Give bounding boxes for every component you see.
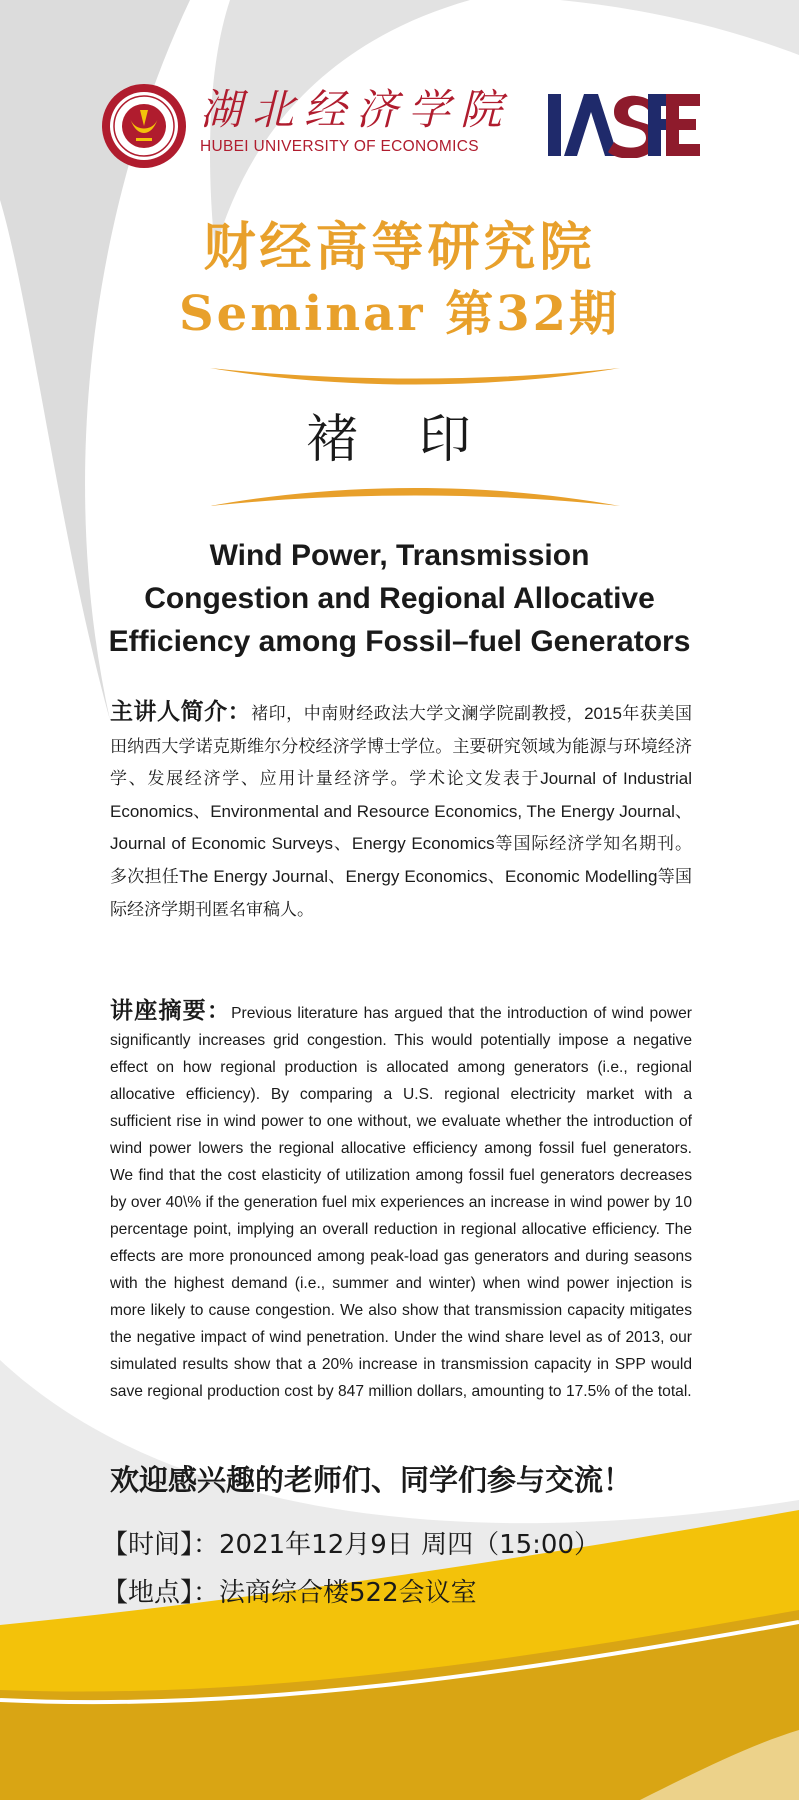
talk-title-line-2: Congestion and Regional Allocative xyxy=(144,582,655,615)
institute-title: 财经高等研究院 xyxy=(203,217,596,278)
seminar-number: Seminar 第32期 xyxy=(178,286,621,342)
talk-abstract xyxy=(110,998,692,1405)
iasfe-logo xyxy=(548,94,700,158)
university-name-english: HUBEI UNIVERSITY OF ECONOMICS xyxy=(200,138,479,155)
place-label: 【地点】： xyxy=(102,1578,220,1608)
abstract-label: 讲座摘要： xyxy=(110,998,232,1024)
time-value: 2021年12月9日 周四（15:00） xyxy=(219,1530,601,1560)
university-name-chinese: 湖北经济学院 xyxy=(200,85,513,134)
talk-title-line-1: Wind Power, Transmission xyxy=(209,539,590,572)
talk-title xyxy=(40,534,759,663)
decorative-arc-top xyxy=(210,362,620,390)
university-seal-logo xyxy=(100,82,188,170)
bio-label: 主讲人简介： xyxy=(110,699,252,725)
decorative-arc-bottom xyxy=(210,482,620,510)
time-label: 【时间】： xyxy=(102,1530,220,1560)
speaker-bio xyxy=(110,696,692,926)
abstract-text: Previous literature has argued that the introduction of wind power significantly increases grid congestion. This would potentially impose a negative effect on how regional production is allocated among generators (i.e., regional allocative efficiency). By comparing a U.S. regional electricity market with a sufficient rise in wind power to one without, we evaluate whether the introduction of wind power lowers the regional allocative efficiency among fossil fuel generators. We find that the cost elasticity of utilization among fossil fuel generators decreases by over 40\% if the generation fuel mix experiences an increase in wind power by 10 percentage point, implying an overall reduction in regional allocative efficiency. The effects are more pronounced among peak-load gas generators and during seasons with the highest demand (i.e., summer and winter) when wind power injection is more likely to cause congestion. We also show that transmission capacity mitigates the negative impact of wind penetration. Under the wind share level as of 2013, our simulated results show that a 20% increase in transmission capacity in SPP would save regional production cost by 847 million dollars, amounting to 17.5% of the total. xyxy=(110,1005,693,1400)
event-place xyxy=(102,1572,477,1609)
event-time xyxy=(102,1524,600,1561)
bio-text: 褚印，中南财经政法大学文澜学院副教授，2015年获美国田纳西大学诺克斯维尔分校经济学博士学位。主要研究领域为能源与环境经济学、发展经济学、应用计量经济学。学术论文发表于Journal of Industrial Economics、Environmental and Resource Economics, The Energy Journal、Journal of Economic Surveys、Energy Economics等国际经济学知名期刊。多次担任The Energy Journal、Energy Economics、Economic Modelling等国际经济学期刊匿名审稿人。 xyxy=(110,704,692,919)
talk-title-line-3: Efficiency among Fossil–fuel Generators xyxy=(108,625,691,658)
place-value: 法商综合楼522会议室 xyxy=(219,1578,477,1608)
welcome-message: 欢迎感兴趣的老师们、同学们参与交流！ xyxy=(110,1463,633,1497)
speaker-name: 褚 印 xyxy=(306,410,493,470)
